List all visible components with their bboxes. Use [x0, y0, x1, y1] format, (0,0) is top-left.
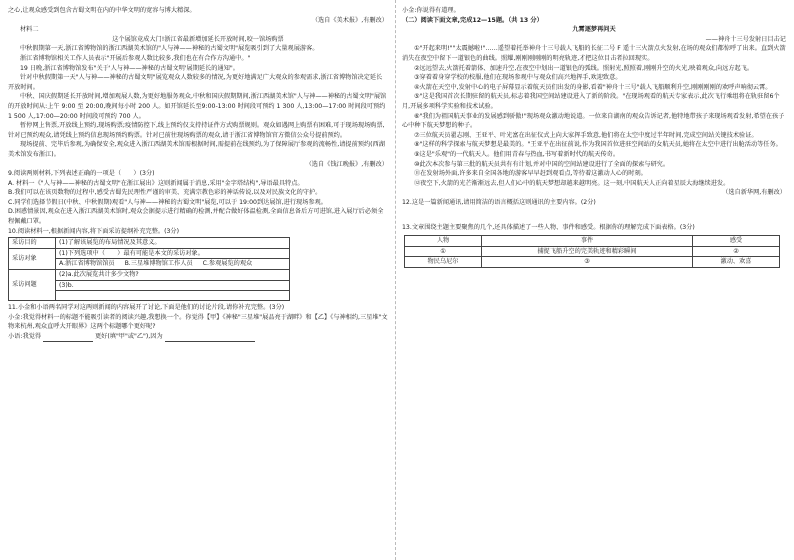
subjects-label: 采访对象	[9, 248, 56, 269]
article-paragraph: ⑤"这是我国首次长期驻留的航天员,标志着我国空间站建设进入了新的阶段。"在现场观看的航天专家表示,此次飞行乘组将在轨驻留6个月,开展多项科学实验和技术试验。	[402, 93, 780, 110]
questions-label: 采访问题	[9, 270, 56, 301]
article-subtitle: ——神舟十三号发射日目击记	[705, 35, 786, 43]
question-10	[8, 227, 388, 302]
dialogue-xiaojin: 小金:我觉得材料一的标题不能吸引读者的阅读兴趣,我想换一个。你觉得【甲】《神秘"三星堆"展品亮于湖畔》和【乙】《与神相约,三星堆"文物来杭州,观众直呼大开眼界》这两个标题哪个更好呢?	[8, 313, 388, 331]
cell-feeling: 激动、欢喜	[693, 257, 780, 268]
article-paragraph: ⑫夜空下,火箭的光芒渐渐远去,但人们心中的航天梦想却越来越明亮。这一刻,中国航天人正向着星辰大海继续进发。	[414, 179, 730, 187]
q12-answer-space[interactable]	[402, 207, 786, 223]
subjects-line: (1)下列选项中（ ）最有可能是本文的采访对象。	[56, 248, 290, 259]
q13-stem: 13.文章围绕主题主要聚焦的几个,还具体描述了一些人物、事件和感受。根据你的理解完成下面表格。(3分)	[402, 224, 695, 232]
article-paragraph: ⑨这是"乐观"的一代航天人。他们用青春与热血,书写着新时代的航天传奇。	[414, 150, 620, 158]
article-title: 九霄逐梦再问天	[572, 26, 616, 34]
answer-blank[interactable]	[43, 333, 93, 342]
dialogue-xiaoyu	[8, 332, 388, 342]
q9-option-d[interactable]: D.困惑情景因,观众在进入浙江西湖美术馆时,观众会据提示进行精确的检测,并配合做好体温检测,全面信息备后方可进馆,进入展厅后必须全程佩戴口罩。	[8, 208, 384, 226]
article-paragraph: ⑧"这样的科学探索与航天梦想是最美的。"王亚平在出征前说,作为我国首位进驻空间站的女航天员,她将在太空中进行出舱活动等任务。	[414, 141, 782, 149]
material-two-label: 材料二	[20, 26, 39, 34]
left-column	[8, 6, 388, 342]
subject-option-b[interactable]: B.三星堆博物馆工作人员	[124, 260, 193, 268]
reason-blank[interactable]	[165, 333, 255, 342]
source-note: （选自《美术报》,有删改）	[311, 16, 388, 24]
article-paragraph: ⑦三位航天员翟志刚、王亚平、叶光富在出征仪式上向大家挥手致意,他们将在太空中度过半年时间,完成空间站关键技术验证。	[414, 131, 758, 139]
paragraph: 现场提前、完毕后参观,为确保安全,观众进入浙江西湖美术馆需根据时间,需提前在线预约,为了保障展厅参观的流畅性,请提前预约(西湖美术馆发布浙江)。	[8, 141, 385, 158]
article-paragraph: ④火箭在天空中,发射中心的电子屏幕显示着航天员们出发的身影,看着"神舟十三号"载人飞船顺利升空,刚刚刚刚的欢呼声响彻云霄。	[414, 83, 772, 91]
q9-stem: 9.阅读两则材料,下列表述正确的一项是（ ）(3分)	[8, 170, 155, 178]
q11-stem: 11.小金和小语两名同学对这两则新闻的内容展开了讨论,下面是他们的讨论片段,请你补充完整。(3分)	[8, 304, 285, 312]
question-c-blank[interactable]	[56, 291, 290, 301]
cell-person-blank[interactable]: ①	[405, 246, 482, 257]
source-note: （选自《钱江晚报》,有删改）	[305, 160, 388, 168]
article-body	[402, 44, 786, 188]
cell-person: 物民乌尼尔	[405, 257, 482, 268]
cell-feeling-blank[interactable]: ②	[693, 246, 780, 257]
source-note: （选自新华网,有删改）	[722, 189, 786, 197]
paragraph: 中秋、国庆假期延长开放时间,增加观展人数,为更好地服务观众,中秋和国庆假期期间,浙江西湖美术馆"人与神——神秘的古蜀文明"展馆的开放时间从:上午 9:00 至 20:00,晚间每小时 200 人。如开馆延长至9:00-13:00 时间段可预约 1 300 人,13:00—17:00 时间段可预约 1 500 人,17:00—20:00 时间段可预约 700 人。	[8, 93, 387, 120]
material-one-ending: 之心,让观众感受到包含古蜀文明在内的中华文明的宽容与博大精深。	[8, 7, 196, 14]
article-paragraph: ⑪在发射场外面,许多来自全国各地的游客早早赶到观看点,等待着这激动人心的时刻。	[414, 170, 647, 178]
paragraph: 19 日晚,浙江省博物馆发布"关于'人与神——神秘的古蜀文明'展期延长的通知"。	[20, 64, 239, 72]
paragraph: 暂停网上售票,开放线上预约,现场购票;疫情防控下,线上预约仅支持持证件方式购票规则。观众如遇网上购票有困难,可于现场现场购票,针对已预约观众,请凭线上预约信息现场预约购票。针对已前往现场购票的观众,请于浙江省博物馆官方微信公众号提前预约。	[8, 122, 385, 139]
q9-option-c[interactable]: C.同学们选择节假日(中秋、中秋假期)观看"人与神——神秘的古蜀文明"展览,可以于 19:00到达展馆,进行现场参观。	[8, 198, 327, 206]
question-b[interactable]: (3)b.	[56, 280, 290, 291]
question-a: (2)a.此次展览共计多少文物?	[56, 270, 290, 281]
right-column	[402, 6, 786, 268]
subject-option-c[interactable]: C.参观展览的观众	[202, 260, 253, 268]
subject-option-a[interactable]: A.浙江省博物馆馆员	[59, 260, 115, 268]
paragraph: 中秋假期第一天,浙江省博物馆的浙江西湖美术馆的"人与神——神秘的古蜀文明"展览吸引到了大量观展游客。	[20, 45, 319, 53]
q9-option-a[interactable]: A. 材料一《"人与神——神秘的古蜀文明"在浙江展出》这则新闻属于消息,采用"金字塔结构",导语最具特点。	[8, 179, 304, 187]
column-divider	[395, 0, 396, 560]
character-event-table	[404, 235, 780, 268]
article-paragraph: ⑩此次本次参与第三批的航天员共有有计划,并对中国的空间站建设进行了全面的探索与研究。	[414, 160, 670, 168]
col-header-person: 人物	[405, 236, 482, 247]
dialogue-suffix: 更好(填"甲"或"乙"),因为	[94, 333, 163, 340]
cell-event: 捕捉飞船升空的完美轨迹和精彩瞬间	[482, 246, 693, 257]
purpose-label: 采访目的	[9, 238, 56, 249]
q9-option-b[interactable]: B.我们可以在该页数物的过程中,感受古蜀先民理性严谨的审美、充满宗教色彩的神话传说,以及对民族文化的守护。	[8, 189, 322, 197]
question-11	[8, 303, 388, 341]
cell-event-blank[interactable]: ③	[482, 257, 693, 268]
question-9	[8, 169, 388, 227]
col-header-event: 事件	[482, 236, 693, 247]
news-title: 这个展馆竟成大门!浙江省最新增加延长开放时间,咬一馆场购票	[112, 35, 284, 43]
subjects-options	[56, 259, 290, 270]
paragraph: 浙江省博物馆相关工作人员表示"开展后参观人数比较多,我们也在有合作方沟通中。"	[20, 54, 251, 62]
interview-outline-table	[8, 237, 290, 301]
q10-stem: 10.阅读材料一,根据新闻内容,将下面采访提纲补充完整。(3分)	[8, 227, 180, 235]
purpose-value: (1)了解该展览的布局情况及其意义。	[56, 238, 290, 249]
article-paragraph: ①"开起来明!""太震撼啦!"……遥望着托举神舟十三号载人飞船的长征二号 F 遥十三火箭点火发射,在场的观众们都惊呼了出来。直到火箭消失在夜空中留下一道银色的曲线。照耀,刚刚刚刚刚的明亮轨迹,才把这位目击者拉回现实。	[402, 45, 786, 62]
q12-stem: 12.这是一篇新闻通讯,请用简洁的语言概括这则通讯的主要内容。(2分)	[402, 198, 596, 206]
article-paragraph: ③穿着着身穿学校的校服,他们在现场参观中与观众们高兴地挥手,欢迎致意。	[414, 74, 622, 82]
col-header-feeling: 感受	[693, 236, 780, 247]
dialogue-end: 小金:你说得有道理。	[402, 7, 460, 14]
section-heading: （二）阅读下面文章,完成12—15题。（共 13 分）	[402, 16, 543, 24]
paragraph: 针对中秋假期第一天"人与神——神秘的古蜀文明"展览观众人数较多的情况,为更好地满足广大观众的参观需求,浙江省博物馆决定延长开放时间。	[8, 74, 383, 91]
dialogue-prefix: 小语:我觉得	[8, 333, 42, 340]
article-paragraph: ②远远望去,火箭托着箭体、加速升空,在夜空中划出一道银色的弧线。照射光,照照着,刚刚升空的火光,映着观众,向远方起飞。	[414, 64, 754, 72]
article-paragraph: ⑥"我们为祖国航天事业的发展感到骄傲!"现场观众激动地说道。一位来自湖南的观众告诉记者,他特地带孩子来现场观看发射,希望在孩子心中种下航天梦想的种子。	[402, 112, 785, 130]
